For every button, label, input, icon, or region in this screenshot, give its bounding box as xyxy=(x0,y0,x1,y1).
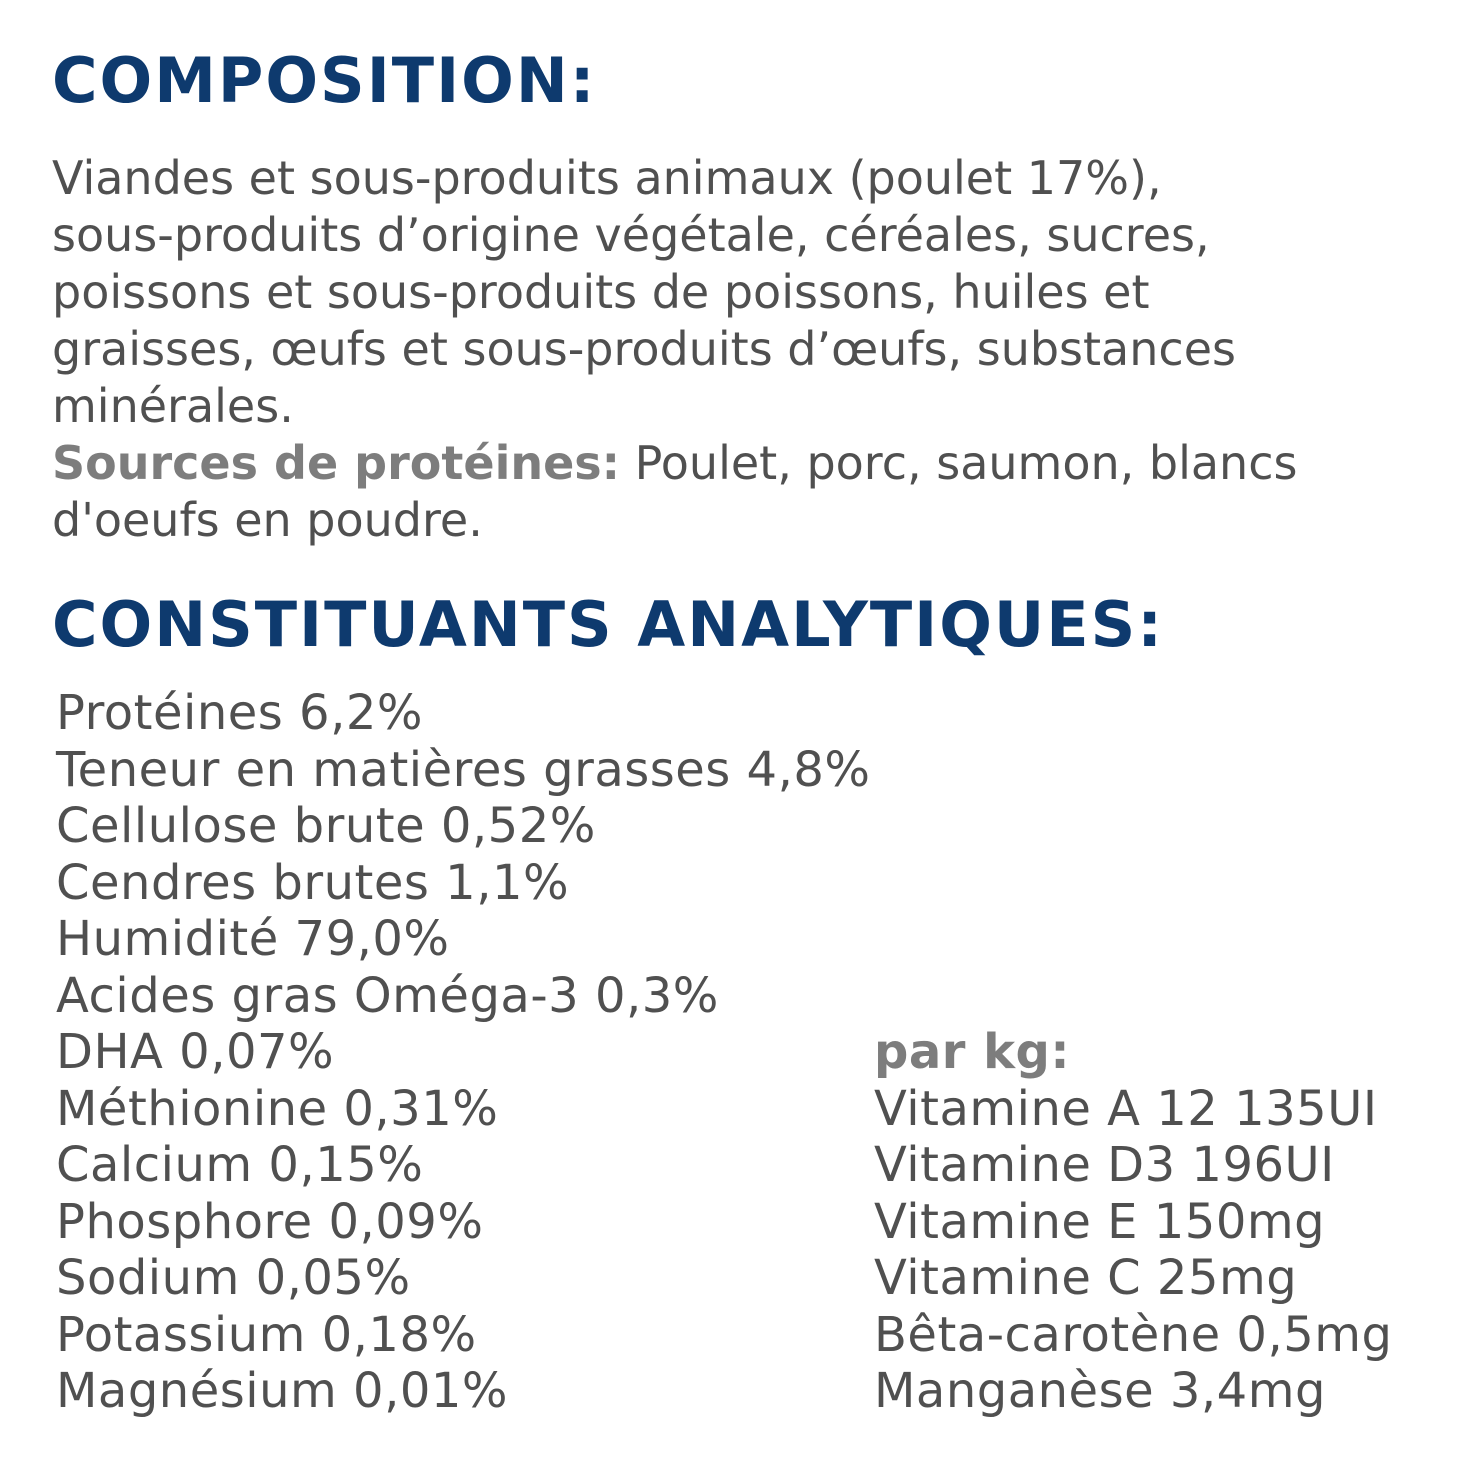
analytic-item: DHA 0,07% xyxy=(56,1024,335,1080)
per-kg-item: Vitamine C 25mg xyxy=(874,1250,1298,1306)
composition-line: graisses, œufs et sous-produits d’œufs, substances xyxy=(52,322,1236,376)
per-kg-item: Vitamine D3 196UI xyxy=(874,1137,1335,1193)
per-kg-item: Vitamine E 150mg xyxy=(874,1193,1326,1250)
analytic-item: Potassium 0,18% xyxy=(56,1306,477,1363)
analytic-item: Acides gras Oméga-3 0,3% xyxy=(56,967,719,1024)
composition-heading: COMPOSITION: xyxy=(52,44,597,117)
composition-text xyxy=(52,150,1432,549)
composition-line: sous-produits d’origine végétale, céréales, sucres, xyxy=(52,208,1210,262)
composition-line: Viandes et sous-produits animaux (poulet 17%), xyxy=(52,151,1162,205)
composition-line: poissons et sous-produits de poissons, huiles et xyxy=(52,265,1150,319)
per-kg-title: par kg: xyxy=(874,1024,1071,1080)
analytic-list xyxy=(56,685,870,1420)
per-kg-item: Vitamine A 12 135UI xyxy=(874,1080,1378,1137)
composition-line: minérales. xyxy=(52,379,294,433)
protein-sources-label: Sources de protéines: xyxy=(52,436,621,490)
per-kg-item: Manganèse 3,4mg xyxy=(874,1363,1326,1419)
analytic-heading: CONSTITUANTS ANALYTIQUES: xyxy=(52,588,1165,661)
analytic-item: Cendres brutes 1,1% xyxy=(56,854,570,911)
analytic-item: Magnésium 0,01% xyxy=(56,1363,509,1419)
analytic-item: Calcium 0,15% xyxy=(56,1137,424,1193)
protein-sources-line xyxy=(52,435,1432,492)
analytic-item: Protéines 6,2% xyxy=(56,685,423,741)
per-kg-list xyxy=(874,1024,1393,1420)
analytic-item: Phosphore 0,09% xyxy=(56,1193,484,1250)
analytic-item: Humidité 79,0% xyxy=(56,911,450,967)
analytic-item: Cellulose brute 0,52% xyxy=(56,798,596,854)
analytic-item: Méthionine 0,31% xyxy=(56,1080,499,1137)
protein-sources-value: Poulet, porc, saumon, blancs xyxy=(620,436,1298,490)
analytic-item: Teneur en matières grasses 4,8% xyxy=(56,741,871,798)
per-kg-item: Bêta-carotène 0,5mg xyxy=(874,1306,1393,1363)
protein-sources-line-2: d'oeufs en poudre. xyxy=(52,493,483,547)
analytic-item: Sodium 0,05% xyxy=(56,1250,411,1306)
